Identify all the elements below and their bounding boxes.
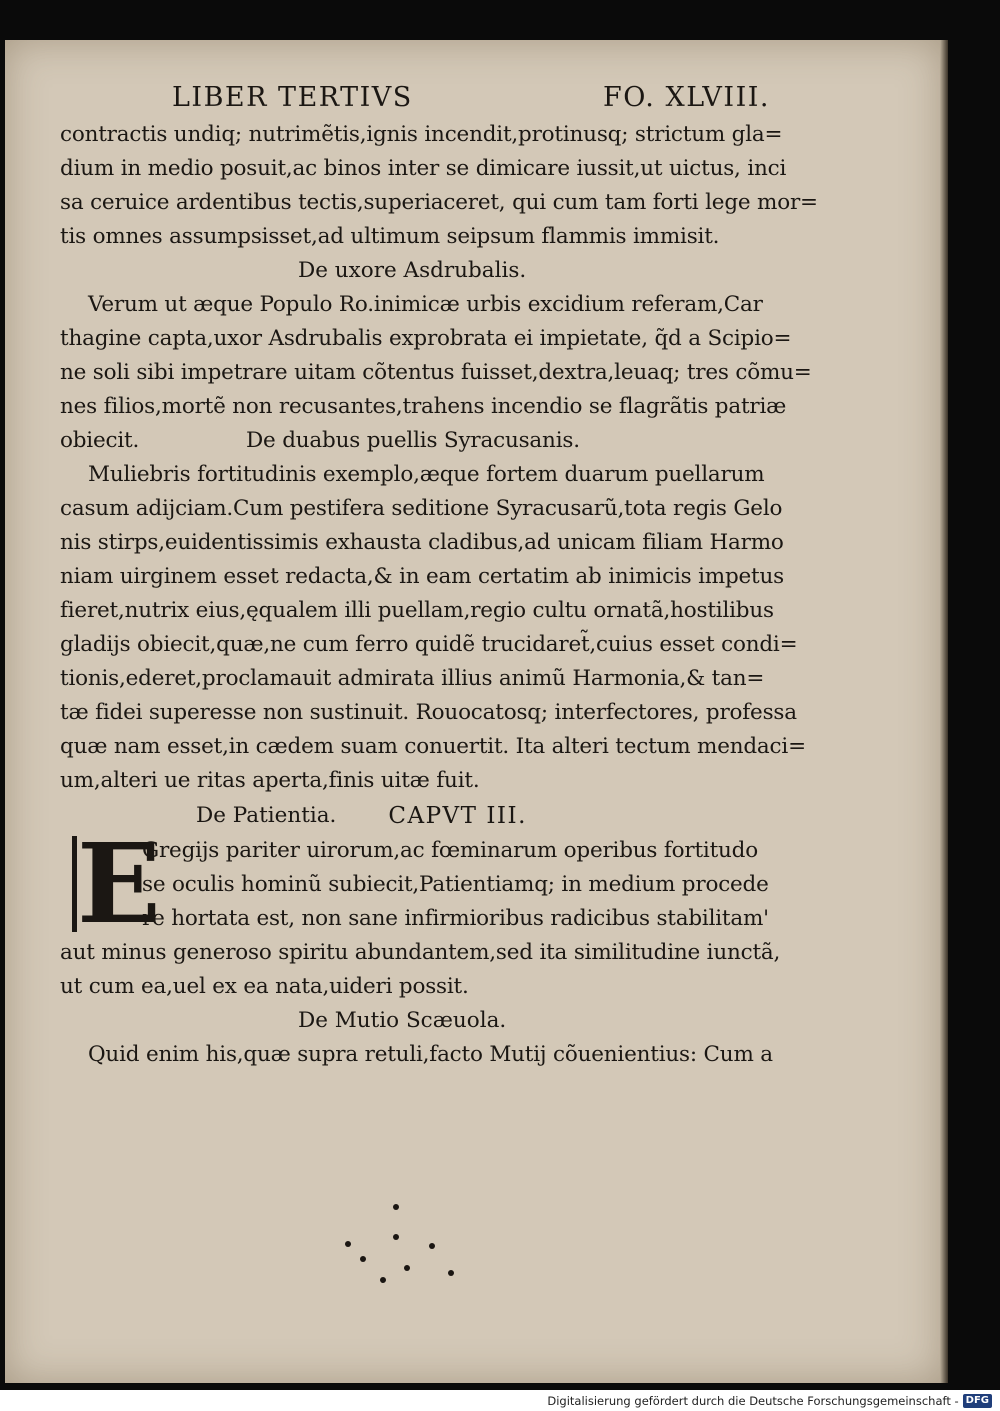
decorated-initial: E [72, 836, 139, 932]
section-asdrubal-wife [60, 288, 812, 458]
dfg-logo: DFG [963, 1394, 992, 1408]
text-line: nis stirps,euidentissimis exhausta cladibus,ad unicam filiam Harmo [60, 530, 784, 555]
ornament-dot [448, 1270, 454, 1276]
running-head [60, 82, 780, 118]
text-line: tæ fidei superesse non sustinuit. Rouocatosq; interfectores, professa [60, 700, 797, 725]
text-line: Muliebris fortitudinis exemplo,æque fortem duarum puellarum [88, 462, 765, 487]
section-mutius [60, 1038, 780, 1072]
text-line: quæ nam esset,in cædem suam conuertit. Ita alteri tectum mendaci= [60, 734, 806, 759]
text-line: tionis,ederet,proclamauit admirata illius animũ Harmonia,& tan= [60, 666, 765, 691]
ornament-dot [360, 1256, 366, 1262]
text-line: nes filios,mortẽ non recusantes,trahens incendio se flagrãtis patriæ [60, 394, 787, 419]
text-line: ne soli sibi impetrare uitam cõtentus fuisset,dextra,leuaq; tres cõmu= [60, 360, 812, 385]
credit-text: Digitalisierung gefördert durch die Deutsche Forschungsgemeinschaft - [547, 1394, 959, 1408]
text-line: um,alteri ue ritas aperta,finis uitæ fuit. [60, 768, 480, 793]
chapter-heading [60, 798, 780, 834]
text-line: se oculis hominũ subiecit,Patientiamq; in medium procede [142, 872, 769, 897]
folio-number: FO. XLVIII. [603, 82, 770, 113]
text-line: Quid enim his,quæ supra retuli,facto Mutij cõuenientius: Cum a [88, 1042, 773, 1067]
text-line: dium in medio posuit,ac binos inter se dimicare iussit,ut uictus, inci [60, 156, 787, 181]
running-head-title: LIBER TERTIVS [172, 82, 413, 113]
section-patience [60, 819, 781, 1004]
text-fragment: obiecit. [60, 428, 140, 453]
text-line: contractis undiq; nutrimẽtis,ignis incendit,protinusq; strictum gla= [60, 122, 783, 147]
text-line: re hortata est, non sane infirmioribus radicibus stabilitam' [142, 906, 769, 931]
text-line: gladijs obiecit,quæ,ne cum ferro quidẽ trucidaret̃,cuius esset condi= [60, 632, 798, 657]
ornament-dot [404, 1265, 410, 1271]
section-heading-mutius: De Mutio Scæuola. [298, 1008, 507, 1033]
text-line: sa ceruice ardentibus tectis,superiaceret, qui cum tam forti lege mor= [60, 190, 818, 215]
chapter-number: CAPVT III. [388, 803, 527, 829]
ornament-dot [393, 1234, 399, 1240]
ornament-dot [380, 1277, 386, 1283]
text-line: Verum ut æque Populo Ro.inimicæ urbis excidium referam,Car [88, 292, 763, 317]
page-text [60, 82, 818, 1072]
ornament-dot [345, 1241, 351, 1247]
text-line: aut minus generoso spiritu abundantem,sed ita similitudine iunctã, [60, 940, 781, 965]
text-line [60, 424, 780, 458]
ornament-dot [393, 1204, 399, 1210]
chapter-title: De Patientia. [196, 803, 337, 828]
text-line: casum adijciam.Cum pestifera seditione Syracusarũ,tota regis Gelo [60, 496, 783, 521]
section-syracusan-girls [60, 458, 806, 798]
ornament-dot [429, 1243, 435, 1249]
page-edge [940, 40, 948, 1383]
text-line: Gregijs pariter uirorum,ac fœminarum operibus fortitudo [142, 838, 758, 863]
text-line: thagine capta,uxor Asdrubalis exprobrata ei impietate, q̃d a Scipio= [60, 326, 792, 351]
text-line: tis omnes assumpsisset,ad ultimum seipsum flammis immisit. [60, 224, 720, 249]
section-heading-syracusan-girls: De duabus puellis Syracusanis. [246, 428, 580, 453]
text-line: ut cum ea,uel ex ea nata,uideri possit. [60, 974, 469, 999]
section-heading-asdrubal: De uxore Asdrubalis. [298, 258, 527, 283]
text-line: niam uirginem esset redacta,& in eam certatim ab inimicis impetus [60, 564, 784, 589]
section-fire-story [60, 118, 818, 254]
text-line: fieret,nutrix eius,ęqualem illi puellam,regio cultu ornatã,hostilibus [60, 598, 774, 623]
digitization-credit [547, 1393, 992, 1409]
